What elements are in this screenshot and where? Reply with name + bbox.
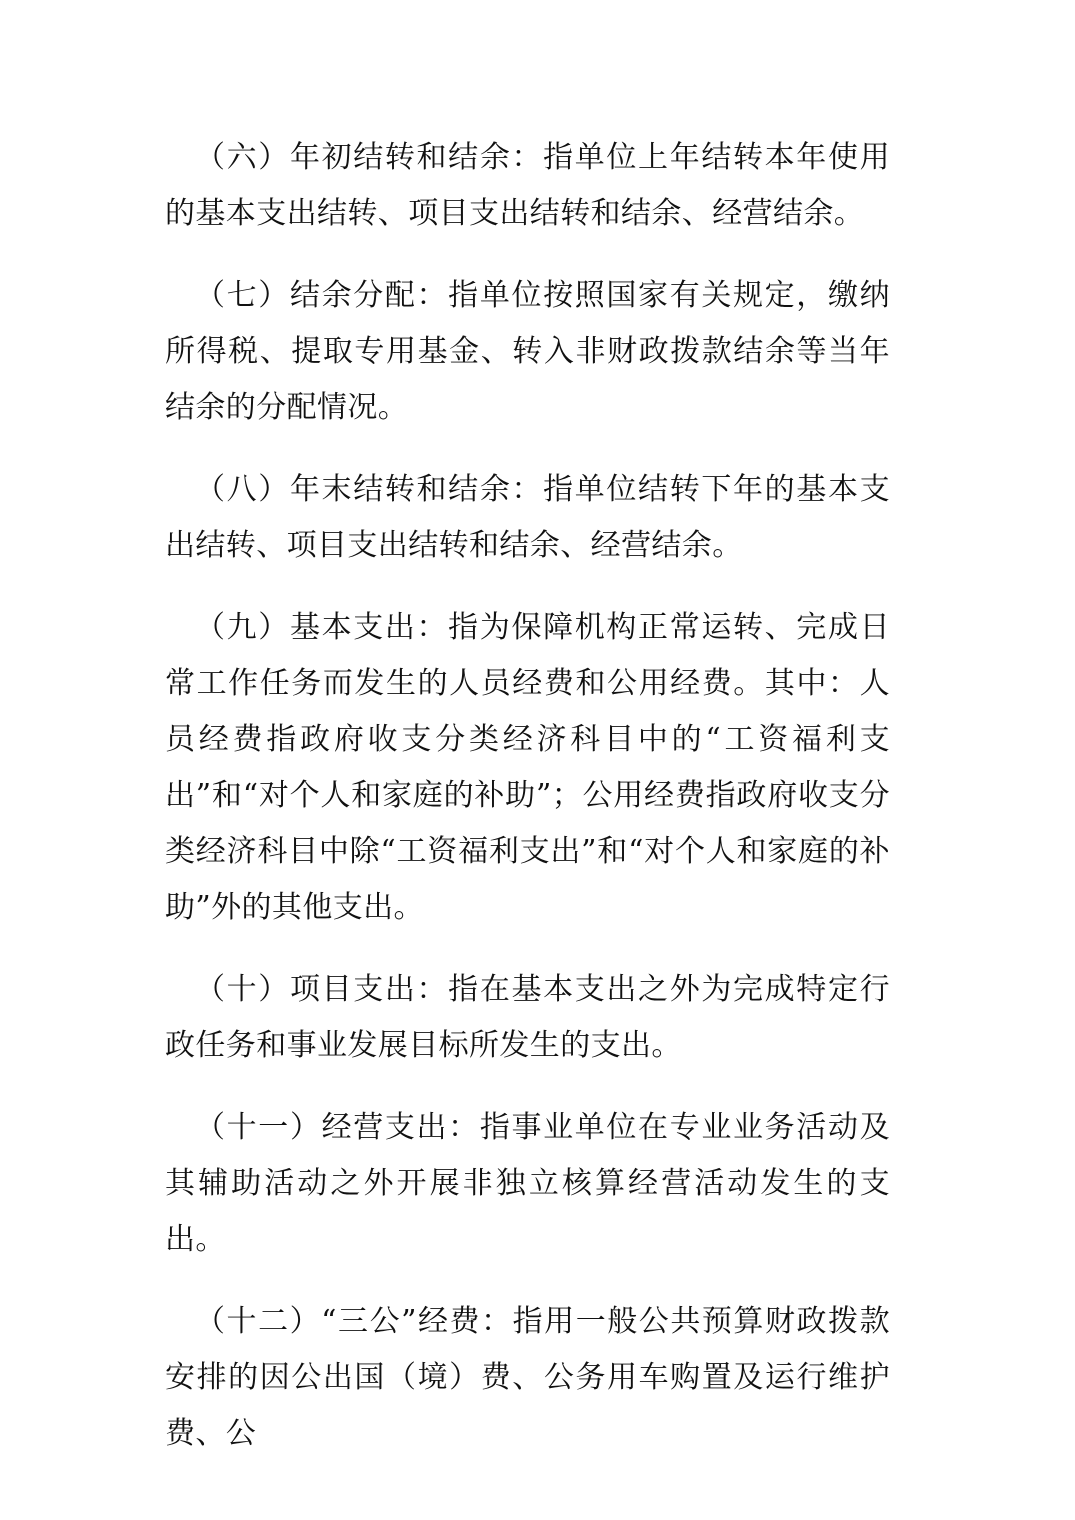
paragraph-item-11: （十一）经营支出：指事业单位在专业业务活动及其辅助活动之外开展非独立核算经营活动发生的支出。 [165, 1110, 890, 1257]
document-body [165, 130, 890, 1488]
paragraph-item-10: （十）项目支出：指在基本支出之外为完成特定行政任务和事业发展目标所发生的支出。 [165, 972, 890, 1063]
paragraph-item-9: （九）基本支出：指为保障机构正常运转、完成日常工作任务而发生的人员经费和公用经费。其中：人员经费指政府收支分类经济科目中的“工资福利支出”和“对个人和家庭的补助”；公用经费指政府收支分类经济科目中除“工资福利支出”和“对个人和家庭的补助”外的其他支出。 [165, 610, 890, 925]
paragraph-item-6: （六）年初结转和结余：指单位上年结转本年使用的基本支出结转、项目支出结转和结余、经营结余。 [165, 140, 890, 231]
paragraph-item-12: （十二）“三公”经费：指用一般公共预算财政拨款安排的因公出国（境）费、公务用车购置及运行维护费、公 [165, 1304, 890, 1451]
paragraph-item-7: （七）结余分配：指单位按照国家有关规定，缴纳所得税、提取专用基金、转入非财政拨款结余等当年结余的分配情况。 [165, 278, 890, 425]
paragraph-item-8: （八）年末结转和结余：指单位结转下年的基本支出结转、项目支出结转和结余、经营结余。 [165, 472, 890, 563]
